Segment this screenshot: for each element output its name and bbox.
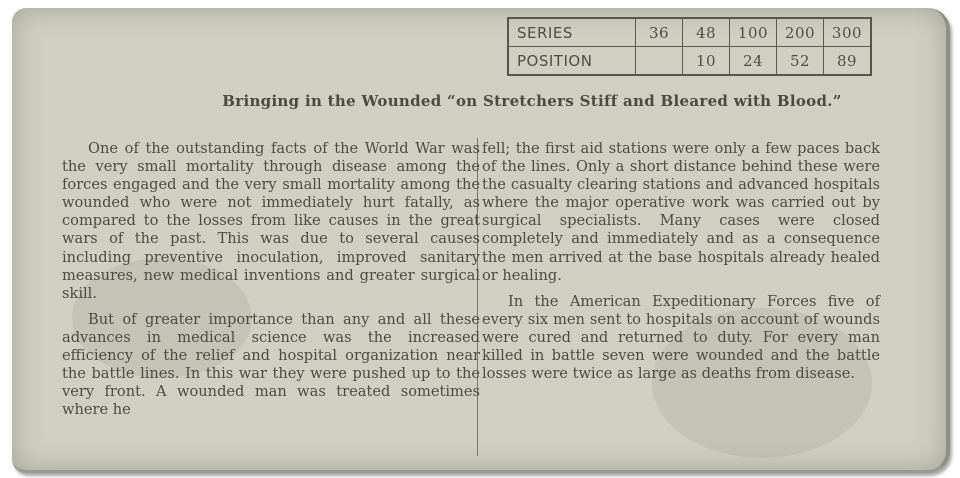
series-value: 200	[777, 18, 824, 47]
paragraph: One of the outstanding facts of the World War was the very small mortality through disease among the forces engaged and the very small mortality among the wounded who were not immediately hurt fatally, as compared to the losses from like causes in the great wars of the past. This was due to several causes including preventive inoculation, improved sanitary measures, new medical inventions and greater surgical skill.	[62, 140, 480, 302]
series-label: SERIES	[508, 18, 636, 47]
series-position-table	[507, 17, 872, 76]
position-value: 24	[730, 47, 777, 76]
position-label: POSITION	[508, 47, 636, 76]
series-value: 100	[730, 18, 777, 47]
card-title: Bringing in the Wounded “on Stretchers Stiff and Bleared with Blood.”	[222, 92, 842, 110]
position-value: 89	[824, 47, 872, 76]
position-value: 10	[683, 47, 730, 76]
left-column	[62, 140, 480, 427]
right-column	[482, 140, 880, 391]
paragraph: fell; the first aid stations were only a few paces back of the lines. Only a short distance behind these were the casualty clearing stations and advanced hospitals where the major operative work was carried out by surgical specialists. Many cases were closed completely and immediately and as a consequence the men arrived at the base hospitals already healed or healing.	[482, 140, 880, 284]
series-value: 48	[683, 18, 730, 47]
paragraph: In the American Expeditionary Forces five of every six men sent to hospitals on account of wounds were cured and returned to duty. For every man killed in battle seven were wounded and the battle losses were twice as large as deaths from disease.	[482, 292, 880, 383]
position-value: 52	[777, 47, 824, 76]
series-row	[508, 18, 871, 47]
series-value: 300	[824, 18, 872, 47]
position-value	[636, 47, 683, 76]
position-row	[508, 47, 871, 76]
stereoview-card-back	[12, 8, 950, 473]
series-value: 36	[636, 18, 683, 47]
paragraph: But of greater importance than any and all these advances in medical science was the increased efficiency of the relief and hospital organization near the battle lines. In this war they were pushed up to the very front. A wounded man was treated sometimes where he	[62, 310, 480, 419]
